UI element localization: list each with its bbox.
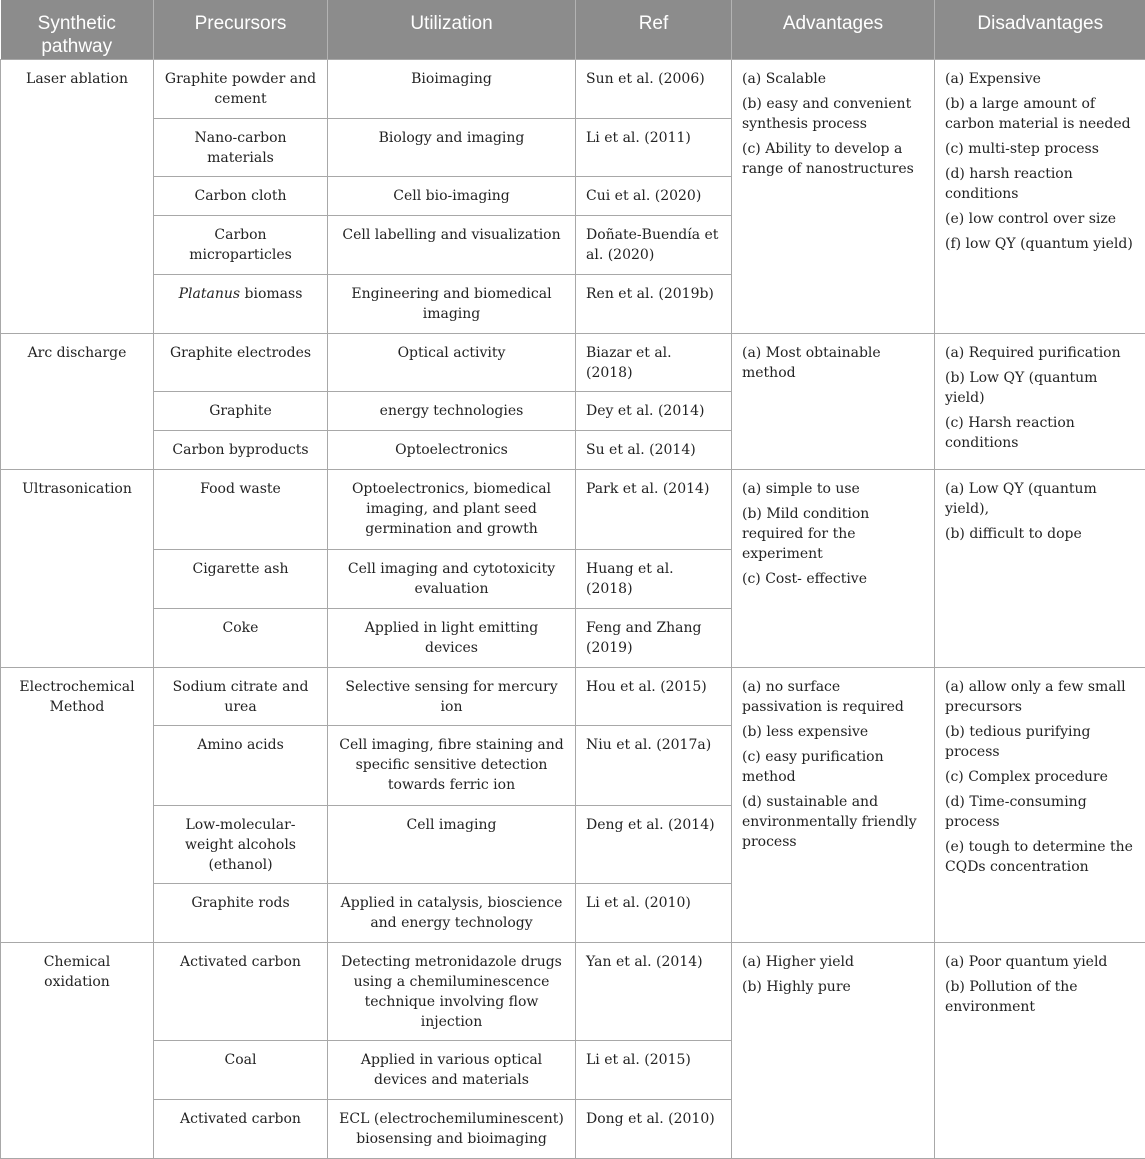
precursor-cell: Activated carbon [154, 1099, 328, 1158]
disadvantage-item: (c) Harsh reaction conditions [945, 413, 1135, 453]
precursor-cell: Sodium citrate and urea [154, 667, 328, 725]
disadvantage-item: (c) Complex procedure [945, 767, 1135, 787]
utilization-cell: Engineering and biomedical imaging [328, 274, 576, 333]
disadvantage-item: (e) low control over size [945, 209, 1139, 229]
disadvantage-item: (a) Required purification [945, 343, 1135, 363]
advantages-cell [732, 59, 935, 333]
precursor-italic: Platanus [179, 286, 240, 302]
utilization-cell: energy technologies [328, 391, 576, 430]
pathway-cell: Laser ablation [1, 59, 154, 333]
pathway-cell: Chemical oxidation [1, 942, 154, 1158]
advantage-item: (b) Mild condition required for the experiment [742, 504, 924, 564]
advantages-cell [732, 667, 935, 942]
advantage-item: (a) no surface passivation is required [742, 677, 924, 717]
disadvantages-cell [935, 667, 1145, 942]
precursor-cell: Amino acids [154, 725, 328, 805]
table-row [1, 333, 1145, 391]
utilization-cell: Selective sensing for mercury ion [328, 667, 576, 725]
utilization-cell: Cell imaging and cytotoxicity evaluation [328, 549, 576, 608]
header-ref: Ref [576, 0, 732, 59]
precursor-cell [154, 274, 328, 333]
disadvantages-cell [935, 59, 1145, 333]
precursor-cell: Carbon byproducts [154, 430, 328, 469]
precursor-cell: Nano-carbon materials [154, 118, 328, 176]
table-row [1, 667, 1145, 725]
disadvantage-item: (a) Expensive [945, 69, 1139, 89]
ref-cell: Dong et al. (2010) [576, 1099, 732, 1158]
disadvantages-cell [935, 333, 1145, 469]
utilization-cell: Applied in light emitting devices [328, 608, 576, 667]
advantage-item: (b) Highly pure [742, 977, 924, 997]
utilization-cell: Applied in various optical devices and materials [328, 1040, 576, 1099]
utilization-cell: ECL (electrochemiluminescent) biosensing and bioimaging [328, 1099, 576, 1158]
precursor-cell: Carbon cloth [154, 176, 328, 215]
disadvantage-item: (b) a large amount of carbon material is needed [945, 94, 1139, 134]
disadvantage-item: (b) Pollution of the environment [945, 977, 1135, 1017]
utilization-cell: Cell imaging [328, 805, 576, 883]
header-advantages: Advantages [732, 0, 935, 59]
ref-cell: Doñate-Buendía et al. (2020) [576, 215, 732, 274]
ref-cell: Cui et al. (2020) [576, 176, 732, 215]
disadvantage-item: (a) Low QY (quantum yield), [945, 479, 1135, 519]
ref-cell: Deng et al. (2014) [576, 805, 732, 883]
pathway-cell: Electrochemical Method [1, 667, 154, 942]
precursor-cell: Food waste [154, 469, 328, 549]
ref-cell: Biazar et al. (2018) [576, 333, 732, 391]
disadvantage-item: (a) Poor quantum yield [945, 952, 1135, 972]
ref-cell: Li et al. (2011) [576, 118, 732, 176]
advantage-item: (a) Most obtainable method [742, 343, 924, 383]
utilization-cell: Cell labelling and visualization [328, 215, 576, 274]
table-header-row [1, 0, 1145, 59]
disadvantage-item: (b) difficult to dope [945, 524, 1135, 544]
precursor-cell: Graphite electrodes [154, 333, 328, 391]
advantage-item: (b) easy and convenient synthesis process [742, 94, 924, 134]
precursor-cell: Graphite rods [154, 883, 328, 942]
precursor-cell: Cigarette ash [154, 549, 328, 608]
header-precursors: Precursors [154, 0, 328, 59]
disadvantage-item: (c) multi-step process [945, 139, 1139, 159]
advantage-item: (d) sustainable and environmentally friendly process [742, 792, 924, 852]
utilization-cell: Applied in catalysis, bioscience and energy technology [328, 883, 576, 942]
ref-cell: Feng and Zhang (2019) [576, 608, 732, 667]
utilization-cell: Bioimaging [328, 59, 576, 118]
disadvantages-cell [935, 469, 1145, 667]
advantage-item: (c) easy purification method [742, 747, 924, 787]
advantage-item: (c) Ability to develop a range of nanostructures [742, 139, 924, 179]
precursor-rest: biomass [240, 286, 302, 302]
advantages-cell [732, 942, 935, 1158]
precursor-cell: Graphite [154, 391, 328, 430]
utilization-cell: Biology and imaging [328, 118, 576, 176]
header-utilization: Utilization [328, 0, 576, 59]
utilization-cell: Cell imaging, fibre staining and specific sensitive detection towards ferric ion [328, 725, 576, 805]
utilization-cell: Optoelectronics, biomedical imaging, and plant seed germination and growth [328, 469, 576, 549]
utilization-cell: Cell bio-imaging [328, 176, 576, 215]
advantages-cell [732, 469, 935, 667]
disadvantage-item: (e) tough to determine the CQDs concentration [945, 837, 1135, 877]
utilization-cell: Optoelectronics [328, 430, 576, 469]
advantage-item: (a) Scalable [742, 69, 924, 89]
ref-cell: Sun et al. (2006) [576, 59, 732, 118]
precursor-cell: Activated carbon [154, 942, 328, 1040]
precursor-cell: Carbon microparticles [154, 215, 328, 274]
ref-cell: Ren et al. (2019b) [576, 274, 732, 333]
disadvantage-item: (b) Low QY (quantum yield) [945, 368, 1135, 408]
precursor-cell: Coke [154, 608, 328, 667]
table-row [1, 469, 1145, 549]
ref-cell: Niu et al. (2017a) [576, 725, 732, 805]
ref-cell: Hou et al. (2015) [576, 667, 732, 725]
header-disadvantages: Disadvantages [935, 0, 1145, 59]
pathway-cell: Arc discharge [1, 333, 154, 469]
header-synthetic-pathway: Synthetic pathway [1, 0, 154, 59]
advantages-cell [732, 333, 935, 469]
disadvantage-item: (b) tedious purifying process [945, 722, 1135, 762]
disadvantage-item: (f) low QY (quantum yield) [945, 234, 1139, 254]
disadvantage-item: (a) allow only a few small precursors [945, 677, 1135, 717]
ref-cell: Park et al. (2014) [576, 469, 732, 549]
ref-cell: Li et al. (2010) [576, 883, 732, 942]
precursor-cell: Graphite powder and cement [154, 59, 328, 118]
ref-cell: Dey et al. (2014) [576, 391, 732, 430]
ref-cell: Li et al. (2015) [576, 1040, 732, 1099]
table-row [1, 59, 1145, 118]
ref-cell: Su et al. (2014) [576, 430, 732, 469]
precursor-cell: Low-molecular-weight alcohols (ethanol) [154, 805, 328, 883]
precursor-cell: Coal [154, 1040, 328, 1099]
utilization-cell: Detecting metronidazole drugs using a chemiluminescence technique involving flow injection [328, 942, 576, 1040]
disadvantage-item: (d) Time-consuming process [945, 792, 1135, 832]
ref-cell: Huang et al. (2018) [576, 549, 732, 608]
disadvantage-item: (d) harsh reaction conditions [945, 164, 1139, 204]
utilization-cell: Optical activity [328, 333, 576, 391]
table-row [1, 942, 1145, 1040]
pathway-cell: Ultrasonication [1, 469, 154, 667]
ref-cell: Yan et al. (2014) [576, 942, 732, 1040]
advantage-item: (c) Cost- effective [742, 569, 924, 589]
advantage-item: (a) Higher yield [742, 952, 924, 972]
advantage-item: (b) less expensive [742, 722, 924, 742]
disadvantages-cell [935, 942, 1145, 1158]
advantage-item: (a) simple to use [742, 479, 924, 499]
